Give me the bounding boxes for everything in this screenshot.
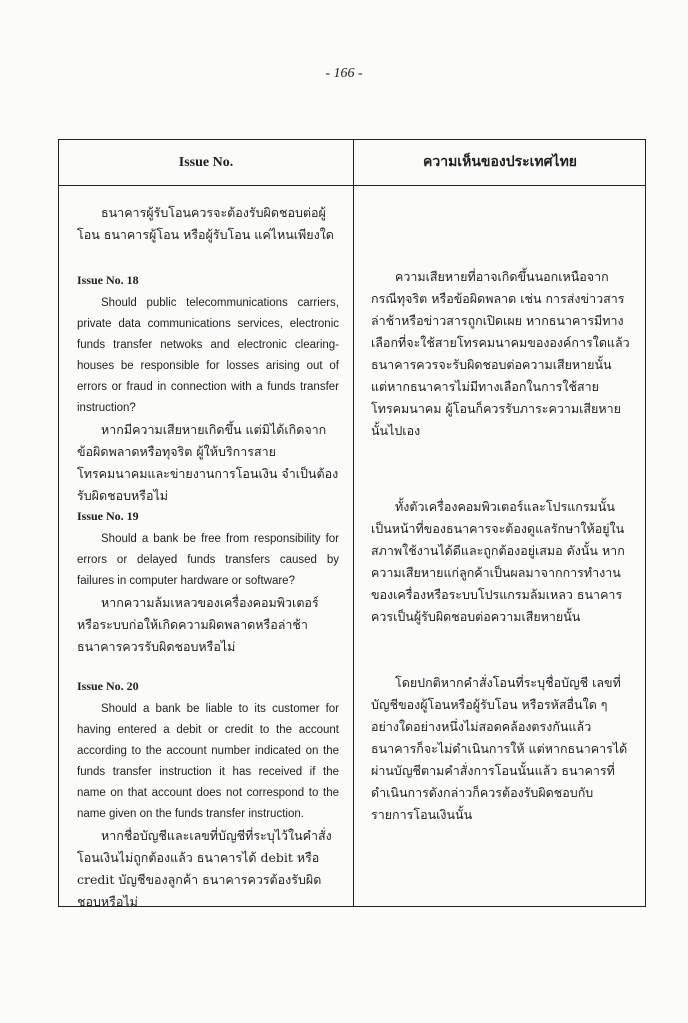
issue-20-block [77,676,339,913]
header-divider [59,185,645,186]
issue-20-english: Should a bank be liable to its customer for having entered a debit or credit to the account according to the account number indicated on the funds transfer instruction it has received if the name on that account does not correspond to the name given on the funds transfer instruction. [77,703,339,820]
header-issue-no: Issue No. [178,155,234,170]
column-divider [353,140,354,906]
issue-19-title: Issue No. 19 [77,509,139,523]
issue-18-title: Issue No. 18 [77,273,139,287]
issue-19-block [77,506,339,658]
page-number: - 166 - [325,66,363,81]
issue-19-english: Should a bank be free from responsibility for errors or delayed funds transfers caused by failures in computer hardware or software? [77,533,339,587]
issues-table [58,139,646,907]
issue-20-thai: หากชื่อบัญชีและเลขที่บัญชีที่ระบุไว้ในคำสั่งโอนเงินไม่ถูกต้องแล้ว ธนาคารได้ debit หรือ credit บัญชีของลูกค้า ธนาคารควรต้องรับผิดชอบหรือไม่ [77,828,332,909]
intro-question: ธนาคารผู้รับโอนควรจะต้องรับผิดชอบต่อผู้โอน ธนาคารผู้โอน หรือผู้รับโอน แค่ไหนเพียงใด [77,205,334,242]
issue-20-opinion: โดยปกติหากคำสั่งโอนที่ระบุชื่อบัญชี เลขที่บัญชีของผู้โอนหรือผู้รับโอน หรือรหัสอื่นใด ๆ อย่างใดอย่างหนึ่งไม่สอดคล้องตรงกันแล้ว ธนาคารก็จะไม่ดำเนินการให้ แต่หากธนาคารได้ผ่านบัญชีตามคำสั่งการโอนนั้นแล้ว ธนาคารที่ดำเนินการดังกล่าวก็ควรต้องรับผิดชอบกับรายการโอนเงินนั้น [371,675,628,822]
issue-19-opinion: ทั้งตัวเครื่องคอมพิวเตอร์และโปรแกรมนั้นเป็นหน้าที่ของธนาคารจะต้องดูแลรักษาให้อยู่ในสภาพใช้งานได้ดีและถูกต้องอยู่เสมอ ดังนั้น หากความเสียหายแก่ลูกค้าเป็นผลมาจากการทำงานของเครื่องหรือระบบโปรแกรมล้มเหลว ธนาคารควรเป็นผู้รับผิดชอบต่อความเสียหายนั้น [371,499,625,624]
issue-18-opinion: ความเสียหายที่อาจเกิดขึ้นนอกเหนือจากกรณีทุจริต หรือข้อผิดพลาด เช่น การส่งข่าวสารล่าช้าหรือข่าวสารถูกเปิดเผย หากธนาคารมีทางเลือกที่จะใช้สายโทรคมนาคมขององค์การใดแล้ว ธนาคารควรจะรับผิดชอบต่อความเสียหายนั้น แต่หากธนาคารไม่มีทางเลือกในการใช้สายโทรคมนาคม ผู้โอนก็ควรรับภาระความเสียหายนั้นไปเอง [371,269,630,438]
issue-18-english: Should public telecommunications carriers, private data communications services, electronic funds transfer netwoks and electronic clearing-houses be responsible for losses arising out of errors or fraud in connection with a funds transfer instruction? [77,297,339,414]
issue-19-thai: หากความล้มเหลวของเครื่องคอมพิวเตอร์หรือระบบก่อให้เกิดความผิดพลาดหรือล่าช้าธนาคารควรรับผิดชอบหรือไม่ [77,595,319,654]
issue-18-thai: หากมีความเสียหายเกิดขึ้น แต่มิได้เกิดจากข้อผิดพลาดหรือทุจริต ผู้ให้บริการสายโทรคมนาคมและข่ายงานการโอนเงิน จำเป็นต้องรับผิดชอบหรือไม่ [77,422,339,503]
issue-18-block [77,270,339,507]
issue-20-title: Issue No. 20 [77,679,139,693]
header-thai-opinion: ความเห็นของประเทศไทย [422,154,577,170]
